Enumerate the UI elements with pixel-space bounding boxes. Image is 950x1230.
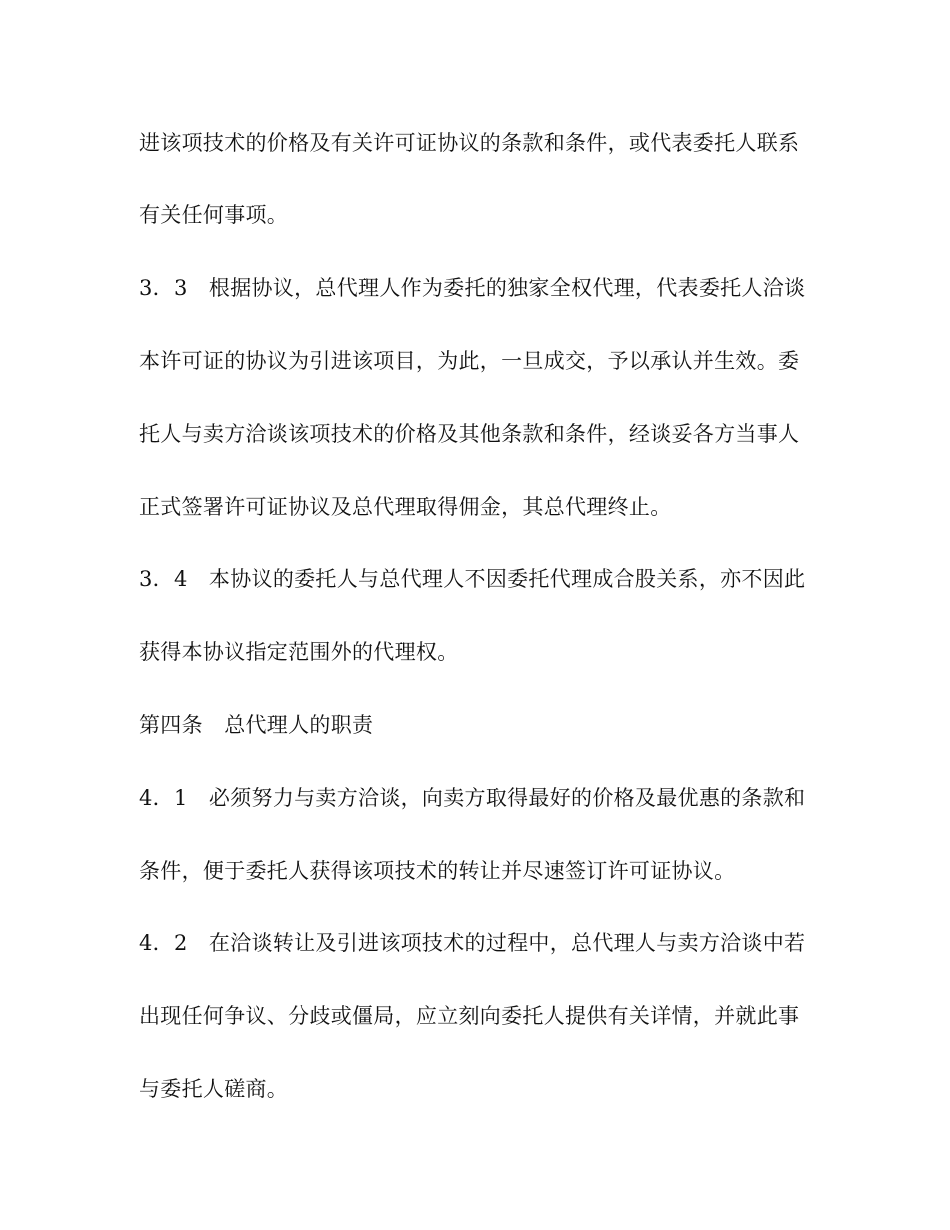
text-line: 进该项技术的价格及有关许可证协议的条款和条件，或代表委托人联系 bbox=[139, 131, 800, 155]
clause-3-4: 3．4 本协议的委托人与总代理人不因委托代理成合股关系，亦不因此 bbox=[139, 567, 806, 591]
clause-3-3: 3．3 根据协议，总代理人作为委托的独家全权代理，代表委托人洽谈 bbox=[139, 276, 806, 300]
text-line: 出现任何争议、分歧或僵局，应立刻向委托人提供有关详情，并就此事 bbox=[139, 1004, 800, 1028]
clause-4-1: 4．1 必须努力与卖方洽谈，向卖方取得最好的价格及最优惠的条款和 bbox=[139, 786, 806, 810]
text-line: 有关任何事项。 bbox=[139, 203, 289, 227]
text-line: 本许可证的协议为引进该项目，为此，一旦成交，予以承认并生效。委 bbox=[139, 349, 800, 373]
article-4-heading: 第四条 总代理人的职责 bbox=[139, 713, 374, 737]
clause-4-2: 4．2 在洽谈转让及引进该项技术的过程中，总代理人与卖方洽谈中若 bbox=[139, 931, 806, 955]
text-line: 正式签署许可证协议及总代理取得佣金，其总代理终止。 bbox=[139, 495, 672, 519]
text-line: 与委托人磋商。 bbox=[139, 1077, 289, 1101]
text-line: 获得本协议指定范围外的代理权。 bbox=[139, 640, 459, 664]
text-line: 托人与卖方洽谈该项技术的价格及其他条款和条件，经谈妥各方当事人 bbox=[139, 422, 800, 446]
text-line: 条件，便于委托人获得该项技术的转让并尽速签订许可证协议。 bbox=[139, 859, 736, 883]
